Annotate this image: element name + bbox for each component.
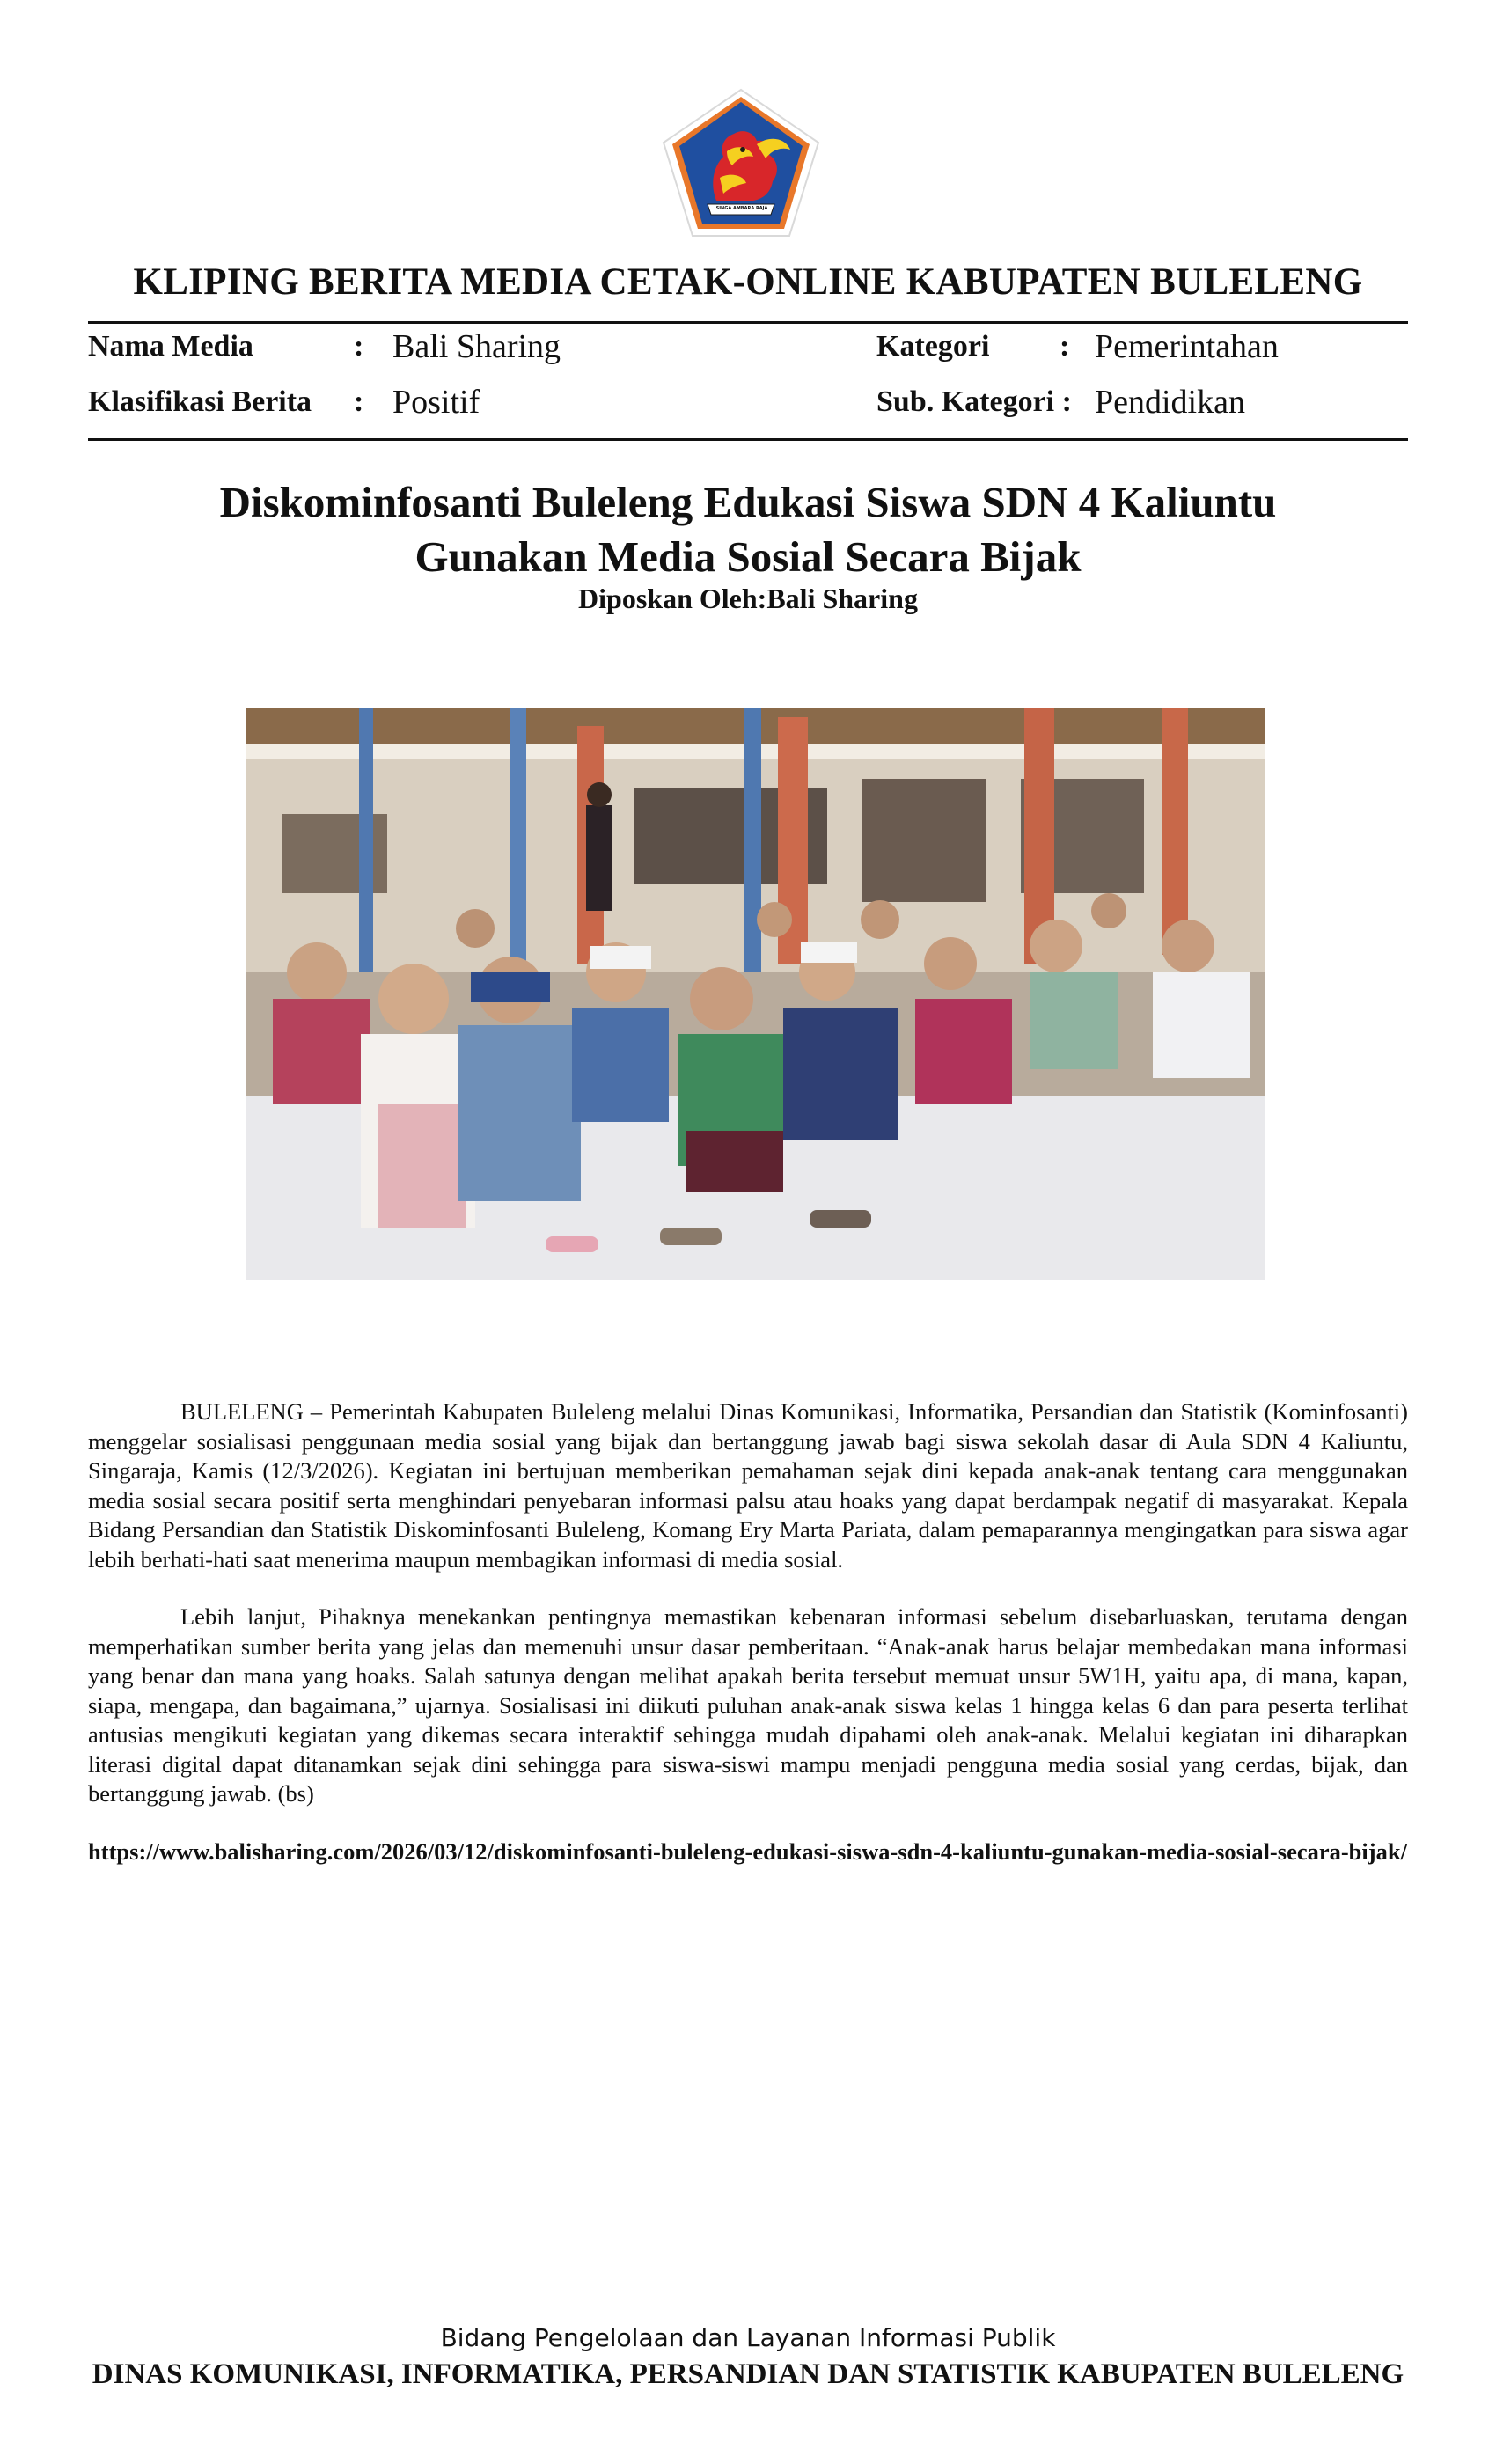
footer-department: Bidang Pengelolaan dan Layanan Informasi Publik: [440, 2323, 1056, 2352]
clipping-title: KLIPING BERITA MEDIA CETAK-ONLINE KABUPATEN BULELENG: [133, 261, 1363, 303]
buleleng-crest-logo: [662, 88, 820, 238]
category-colon: :: [1060, 330, 1070, 363]
subcategory-label: Sub. Kategori :: [876, 385, 1072, 418]
headline-line-1: Diskominfosanti Buleleng Edukasi Siswa SDN 4 Kaliuntu: [219, 478, 1277, 526]
classification-colon: :: [354, 385, 364, 418]
footer-agency: DINAS KOMUNIKASI, INFORMATIKA, PERSANDIAN DAN STATISTIK KABUPATEN BULELENG: [92, 2358, 1404, 2390]
article-paragraph-2: Lebih lanjut, Pihaknya menekankan pentingnya memastikan kebenaran informasi sebelum disebarluaskan, terutama dengan memperhatikan sumber berita yang jelas dan memenuhi unsur dasar pemberitaan. “Anak-anak harus belajar membedakan mana informasi yang benar dan mana yang hoaks. Salah satunya dengan melihat apakah berita tersebut memuat unsur 5W1H, yaitu apa, di mana, kapan, siapa, mengapa, dan bagaimana,” ujarnya. Sosialisasi ini diikuti puluhan anak-anak siswa kelas 1 hingga kelas 6 dan para peserta terlihat antusias mengikuti kegiatan yang dikemas secara interaktif sehingga mudah dipahami oleh anak-anak. Melalui kegiatan ini diharapkan literasi digital dapat ditanamkan sejak dini sehingga para siswa-siswi mampu menjadi pengguna media sosial yang cerdas, bijak, dan bertanggung jawab. (bs): [88, 1603, 1408, 1807]
header-divider-top: [88, 321, 1408, 324]
article-headline: [132, 475, 1364, 584]
classification-label: Klasifikasi Berita: [88, 385, 312, 418]
media-value: Bali Sharing: [392, 328, 561, 365]
article-paragraph-1: BULELENG – Pemerintah Kabupaten Buleleng melalui Dinas Komunikasi, Informatika, Persandian dan Statistik (Kominfosanti) menggelar sosialisasi penggunaan media sosial yang bijak dan bertanggung jawab bagi siswa sekolah dasar di Aula SDN 4 Kaliuntu, Singaraja, Kamis (12/3/2026). Kegiatan ini bertujuan memberikan pemahaman sejak dini kepada anak-anak tentang cara menggunakan media sosial secara positif serta menghindari penyebaran informasi palsu atau hoaks yang dapat berdampak negatif di masyarakat. Kepala Bidang Persandian dan Statistik Diskominfosanti Buleleng, Komang Ery Marta Pariata, dalam pemaparannya mengingatkan para siswa agar lebih berhati-hati saat menerima maupun membagikan informasi di media sosial.: [88, 1398, 1408, 1573]
article-byline: Diposkan Oleh:Bali Sharing: [578, 583, 918, 614]
article-photo: [246, 708, 1265, 1280]
subcategory-value: Pendidikan: [1095, 384, 1245, 421]
category-value: Pemerintahan: [1095, 328, 1279, 365]
source-url-link[interactable]: https://www.balisharing.com/2026/03/12/diskominfosanti-buleleng-edukasi-siswa-sdn-4-kaliuntu-gunakan-media-sosial-secara-bijak/: [88, 1837, 1407, 1865]
classification-value: Positif: [392, 384, 480, 421]
article-body: [88, 1397, 1408, 1866]
media-colon: :: [354, 330, 364, 363]
logo-motto: SINGA AMBARA RAJA: [715, 206, 768, 211]
headline-line-2: Gunakan Media Sosial Secara Bijak: [414, 532, 1082, 581]
header-divider-bottom: [88, 438, 1408, 441]
meta-row-classification: [88, 385, 1408, 429]
media-label: Nama Media: [88, 330, 253, 363]
category-label: Kategori: [876, 330, 990, 363]
meta-row-media: [88, 330, 1408, 374]
